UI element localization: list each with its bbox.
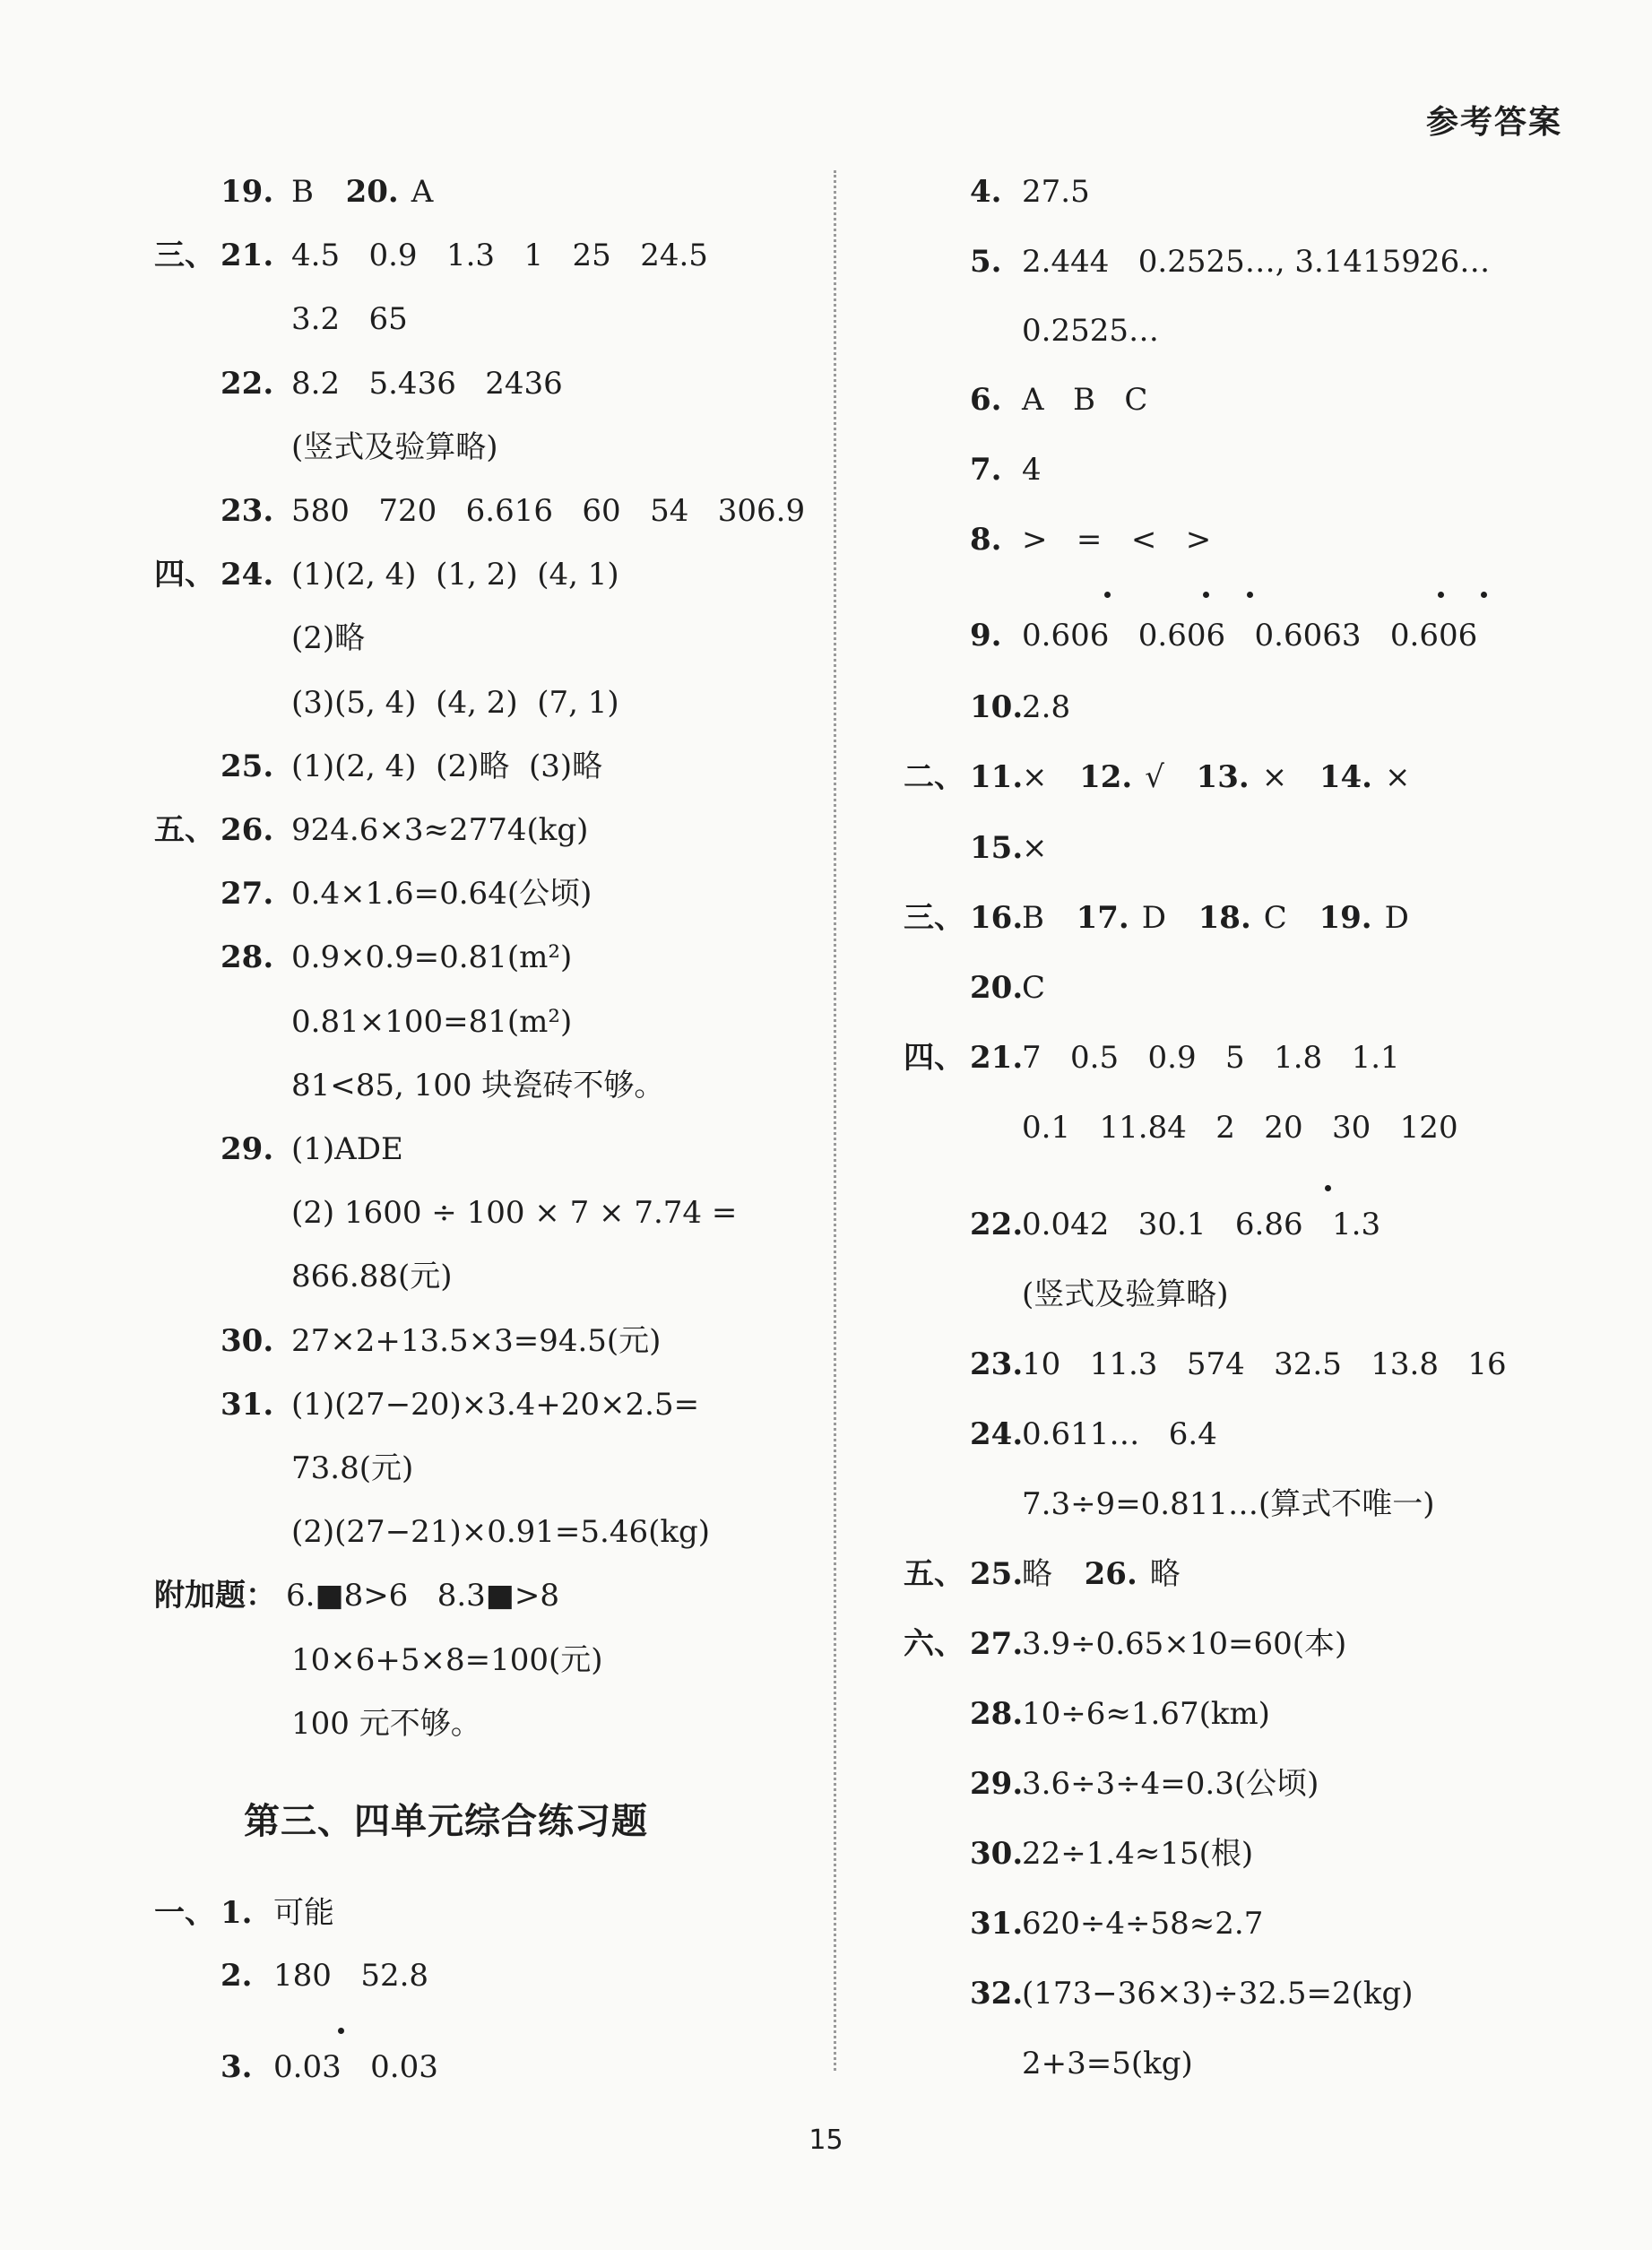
question-number: 20. — [970, 970, 1024, 1006]
answer-line — [273, 1891, 334, 1934]
question-number: 11. — [970, 759, 1024, 795]
answer-line — [273, 2046, 438, 2089]
answer-text: × — [1384, 759, 1411, 795]
answer-text: > = < > — [1022, 522, 1212, 558]
answer-text: 4 — [1022, 452, 1042, 488]
answer-line — [1022, 1273, 1229, 1316]
section-label: 三、 — [154, 238, 215, 274]
question-number: 29. — [970, 1766, 1024, 1802]
answer-text: 0.611… 6.4 — [1022, 1416, 1217, 1452]
question-number: 16. — [970, 900, 1024, 936]
answer-text: 620÷4÷58≈2.7 — [1022, 1906, 1264, 1942]
section-label: 二、 — [904, 759, 964, 795]
repeating-decimal-dot — [338, 2028, 344, 2034]
answer-line — [1022, 1553, 1181, 1596]
answer-text: 0.9×0.9=0.81(m²) — [291, 939, 573, 976]
question-number: 7. — [970, 452, 1002, 488]
question-number: 4. — [970, 174, 1002, 210]
answer-text: (1)ADE — [291, 1131, 403, 1167]
column-divider — [834, 170, 836, 2071]
question-number: 17. — [1076, 900, 1129, 936]
header-title: 参考答案 — [1425, 103, 1562, 141]
answer-text: 10×6+5×8=100(元) — [291, 1641, 603, 1678]
answer-text: D — [1384, 900, 1409, 936]
answer-line — [1022, 1692, 1270, 1735]
answer-text: 0.81×100=81(m²) — [291, 1003, 573, 1040]
answer-line — [291, 1639, 603, 1682]
question-number: 6. — [970, 382, 1002, 418]
answer-text: A — [411, 174, 434, 210]
question-number: 25. — [970, 1556, 1024, 1592]
answer-text: A B C — [1022, 382, 1148, 418]
section-label: 五、 — [904, 1556, 964, 1592]
question-number: 12. — [1079, 759, 1133, 795]
answer-line — [291, 936, 572, 979]
question-number: 21. — [221, 238, 274, 274]
answer-text: 10÷6≈1.67(km) — [1022, 1696, 1270, 1732]
section-label: 四、 — [154, 557, 215, 593]
answer-text: 866.88(元) — [291, 1259, 453, 1295]
answer-text: (1)(27−20)×3.4+20×2.5= — [291, 1386, 700, 1423]
answer-text: × — [1261, 759, 1307, 795]
question-number: 29. — [221, 1131, 274, 1167]
answer-text: (1)(2, 4) (2)略 (3)略 — [291, 748, 603, 784]
section-label: 附加题： — [154, 1578, 276, 1614]
section-label: 四、 — [904, 1040, 964, 1076]
answer-line — [1022, 2042, 1193, 2085]
question-number: 10. — [970, 689, 1024, 725]
answer-line — [291, 1064, 664, 1107]
answer-text: 7 0.5 0.9 5 1.8 1.1 — [1022, 1040, 1400, 1076]
answer-line — [291, 809, 588, 852]
answer-text: × — [1022, 759, 1068, 795]
answer-line — [1022, 1203, 1380, 1246]
answer-text: 180 52.8 — [273, 1958, 429, 1994]
answer-text: 可能 — [273, 1895, 334, 1931]
answer-text: √ — [1145, 759, 1184, 795]
question-number: 5. — [970, 244, 1002, 280]
answer-text: 7.3÷9=0.811…(算式不唯一) — [1022, 1486, 1435, 1522]
answer-line — [1022, 896, 1409, 939]
answer-line — [1022, 614, 1477, 657]
answer-text: B — [291, 174, 333, 210]
answer-line — [1022, 1623, 1346, 1666]
answer-text: 924.6×3≈2774(kg) — [291, 812, 589, 848]
question-number: 23. — [221, 493, 274, 529]
answer-line — [291, 1128, 403, 1171]
answer-text: C — [1263, 900, 1307, 936]
answer-text: 27.5 — [1022, 174, 1090, 210]
answer-text: (2)略 — [291, 620, 366, 657]
answer-text: (2)(27−21)×0.91=5.46(kg) — [291, 1514, 710, 1551]
answer-text: × — [1022, 830, 1048, 866]
answer-line — [1022, 1762, 1319, 1805]
question-number: 18. — [1198, 900, 1251, 936]
answer-text: 81<85, 100 块瓷砖不够。 — [291, 1067, 665, 1103]
answer-line — [291, 1255, 453, 1298]
answer-line — [1022, 240, 1490, 283]
answer-text: 0.2525… — [1022, 313, 1159, 349]
answer-line — [291, 298, 408, 341]
answer-text: (2) 1600 ÷ 100 × 7 × 7.74 = — [291, 1195, 738, 1232]
answer-text: (173−36×3)÷32.5=2(kg) — [1022, 1976, 1414, 2012]
answer-text: (3)(5, 4) (4, 2) (7, 1) — [291, 684, 619, 721]
question-number: 22. — [970, 1207, 1024, 1242]
question-number: 19. — [1319, 900, 1372, 936]
answer-line — [291, 745, 602, 788]
question-number: 28. — [221, 939, 274, 976]
answer-line — [1022, 309, 1159, 352]
answer-line — [291, 872, 592, 915]
answer-line — [291, 1000, 572, 1043]
question-number: 23. — [970, 1346, 1024, 1382]
section-label: 一、 — [154, 1895, 215, 1931]
answer-line — [291, 234, 708, 277]
answer-text: 10 11.3 574 32.5 13.8 16 — [1022, 1346, 1507, 1382]
answer-line — [1022, 448, 1042, 491]
question-number: 20. — [345, 174, 399, 210]
answer-line — [1022, 170, 1090, 213]
answer-line — [291, 362, 563, 405]
question-number: 25. — [221, 748, 274, 784]
answer-text: 580 720 6.616 60 54 306.9 — [291, 493, 806, 529]
answer-line — [291, 170, 433, 213]
repeating-decimal-dot — [1481, 592, 1487, 598]
question-number: 26. — [221, 812, 274, 848]
answer-line — [1022, 518, 1211, 561]
answer-line — [1022, 1483, 1435, 1526]
answer-text: 0.042 30.1 6.86 1.3 — [1022, 1207, 1381, 1242]
question-number: 14. — [1319, 759, 1372, 795]
answer-text: 2.8 — [1022, 689, 1071, 725]
repeating-decimal-dot — [1104, 592, 1111, 598]
section-label: 五、 — [154, 812, 215, 848]
question-number: 24. — [221, 557, 274, 593]
answer-line — [1022, 756, 1410, 799]
answer-text: 22÷1.4≈15(根) — [1022, 1836, 1254, 1872]
answer-text: 3.2 65 — [291, 301, 408, 338]
question-number: 22. — [221, 365, 274, 402]
answer-line — [1022, 1902, 1263, 1945]
answer-text: 6.■8>6 8.3■>8 — [286, 1578, 560, 1614]
answer-line — [291, 1702, 481, 1745]
question-number: 8. — [970, 522, 1002, 558]
repeating-decimal-dot — [1438, 592, 1444, 598]
answer-line — [291, 1510, 710, 1553]
answer-line — [1022, 966, 1045, 1009]
question-number: 28. — [970, 1696, 1024, 1732]
question-number: 32. — [970, 1976, 1024, 2012]
answer-line — [291, 617, 365, 660]
question-number: 3. — [221, 2049, 253, 2085]
question-number: 19. — [221, 174, 274, 210]
question-number: 26. — [1084, 1556, 1137, 1592]
repeating-decimal-dot — [1325, 1185, 1331, 1191]
answer-text: 8.2 5.436 2436 — [291, 365, 563, 402]
section-label: 三、 — [904, 900, 964, 936]
answer-line — [1022, 1036, 1400, 1079]
answer-line — [1022, 1832, 1253, 1875]
answer-text: (竖式及验算略) — [1022, 1276, 1229, 1312]
question-number: 27. — [970, 1626, 1024, 1662]
answer-text: 略 — [1149, 1556, 1181, 1592]
answer-text: C — [1022, 970, 1046, 1006]
question-number: 30. — [221, 1322, 274, 1359]
question-number: 31. — [970, 1906, 1024, 1942]
answer-line — [291, 1447, 413, 1490]
answer-text: 2.444 0.2525…, 3.1415926… — [1022, 244, 1491, 280]
question-number: 13. — [1196, 759, 1250, 795]
answer-text: 100 元不够。 — [291, 1705, 481, 1742]
answer-text: 0.1 11.84 2 20 30 120 — [1022, 1110, 1458, 1146]
answer-line — [1022, 1972, 1414, 2015]
question-number: 21. — [970, 1040, 1024, 1076]
answer-text: 4.5 0.9 1.3 1 25 24.5 — [291, 238, 708, 274]
answer-line — [1022, 826, 1048, 870]
question-number: 31. — [221, 1386, 274, 1423]
question-number: 27. — [221, 876, 274, 913]
answer-text: 73.8(元) — [291, 1450, 414, 1486]
answer-text: B — [1022, 900, 1064, 936]
question-number: 9. — [970, 618, 1002, 653]
repeating-decimal-dot — [1203, 592, 1209, 598]
question-number: 24. — [970, 1416, 1024, 1452]
answer-text: 2+3=5(kg) — [1022, 2046, 1193, 2081]
answer-line — [291, 426, 498, 469]
answer-line — [291, 553, 619, 596]
answer-text: 3.9÷0.65×10=60(本) — [1022, 1626, 1347, 1662]
answer-line — [273, 1954, 428, 1997]
question-number: 1. — [221, 1895, 253, 1931]
answer-text: 0.4×1.6=0.64(公顷) — [291, 876, 592, 913]
question-number: 2. — [221, 1958, 253, 1994]
page-number: 15 — [809, 2125, 843, 2156]
answer-line — [1022, 686, 1070, 729]
answer-line — [1022, 1106, 1458, 1149]
answer-text: (1)(2, 4) (1, 2) (4, 1) — [291, 557, 619, 593]
answer-text: 27×2+13.5×3=94.5(元) — [291, 1322, 662, 1359]
answer-text: (竖式及验算略) — [291, 428, 498, 465]
section-label: 六、 — [904, 1626, 964, 1662]
answer-line — [1022, 1413, 1217, 1456]
answer-line — [291, 1191, 737, 1234]
answer-line — [1022, 1343, 1507, 1386]
section-title: 第三、四单元综合练习题 — [244, 1800, 648, 1842]
question-number: 30. — [970, 1836, 1024, 1872]
answer-text: 3.6÷3÷4=0.3(公顷) — [1022, 1766, 1319, 1802]
answer-line — [1022, 378, 1147, 421]
answer-text: 略 — [1022, 1556, 1072, 1592]
answer-line — [291, 489, 805, 532]
answer-line — [291, 1383, 699, 1426]
answer-text: 0.606 0.606 0.6063 0.606 — [1022, 618, 1478, 653]
answer-line — [291, 681, 619, 724]
repeating-decimal-dot — [1247, 592, 1253, 598]
answer-line — [286, 1574, 559, 1617]
answer-line — [291, 1320, 661, 1363]
answer-text: D — [1141, 900, 1186, 936]
question-number: 15. — [970, 830, 1024, 866]
answer-text: 0.03 0.03 — [273, 2049, 438, 2085]
